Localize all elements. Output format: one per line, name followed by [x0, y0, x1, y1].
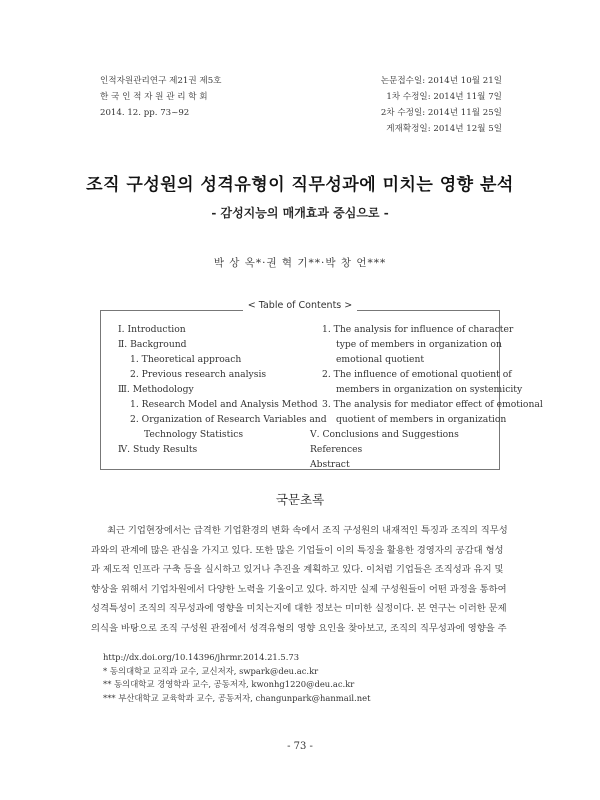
toc-entry: Abstract	[310, 459, 350, 470]
toc-entry: 1. Research Model and Analysis Method	[130, 399, 318, 410]
toc-entry: 1. The analysis for influence of character	[322, 324, 514, 335]
footnote-author3: *** 부산대학교 교육학과 교수, 공동저자, changunpark@hanmail.net	[103, 692, 371, 703]
abstract-line: 과 제도적 인프라 구축 등을 실시하고 있거나 추진을 계획하고 있다. 이처럼 기업들은 조직성과 유지 및	[91, 564, 504, 575]
toc-entry: members in organization on systemicity	[336, 384, 523, 395]
toc-entry: 2. The influence of emotional quotient of	[322, 369, 512, 380]
toc-entry: Ⅴ. Conclusions and Suggestions	[310, 429, 459, 440]
toc-title: < Table of Contents >	[150, 300, 450, 311]
footnote-author2: ** 동의대학교 경영학과 교수, 공동저자, kwonhg1220@deu.ac.kr	[103, 679, 355, 689]
journal-name: 인적자원관리연구 제21권 제5호	[100, 76, 222, 86]
toc-entry: 2. Previous research analysis	[130, 369, 267, 380]
journal-pages: 2014. 12. pp. 73~92	[100, 108, 190, 118]
doi-link[interactable]: http://dx.doi.org/10.14396/jhrmr.2014.21.5.73	[103, 652, 300, 662]
toc-entry: Ⅱ. Background	[118, 339, 187, 350]
toc-left-column	[118, 322, 327, 457]
toc-entry: Ⅰ. Introduction	[118, 324, 186, 335]
toc-entry: Ⅲ. Methodology	[118, 384, 194, 395]
toc-entry: 1. Theoretical approach	[130, 354, 242, 365]
society-name: 한 국 인 적 자 원 관 리 학 회	[100, 92, 208, 102]
toc-entry: References	[310, 444, 363, 455]
abstract-line: 향상을 위해서 기업차원에서 다양한 노력을 기울이고 있다. 하지만 실제 구성원들이 어떤 과정을 통하여	[91, 583, 507, 595]
abstract-line: 최근 기업현장에서는 급격한 기업환경의 변화 속에서 조직 구성원의 내재적인 특징과 조직의 직무성	[107, 525, 508, 536]
toc-entry: emotional quotient	[336, 354, 425, 365]
abstract-body	[91, 521, 511, 638]
review-dates	[381, 73, 502, 137]
abstract-line: 의식을 바탕으로 조직 구성원 관점에서 성격유형의 영향 요인을 찾아보고, 조직의 직무성과에 영향을 주	[91, 622, 507, 634]
received-date: 논문접수일: 2014년 10월 21일	[380, 76, 502, 86]
accepted-date: 게재확정일: 2014년 12월 5일	[386, 124, 502, 134]
toc-entry: 2. Organization of Research Variables and	[130, 414, 327, 425]
toc-entry: type of members in organization on	[336, 339, 502, 350]
footnotes	[103, 651, 370, 705]
journal-info	[100, 73, 222, 121]
toc-right-column	[310, 322, 543, 472]
abstract-line: 성격특성이 조직의 직무성과에 영향을 미치는지에 대한 정보는 미미한 실정이다. 본 연구는 이러한 문제	[91, 603, 507, 614]
abstract-line: 과와의 관계에 많은 관심을 가지고 있다. 또한 많은 기업들이 이의 특징을 활용한 경영자의 공감대 형성	[91, 544, 504, 556]
page-number: - 73 -	[287, 741, 313, 752]
paper-subtitle: - 감성지능의 매개효과 중심으로 -	[211, 206, 389, 220]
footnote-author1: * 동의대학교 교직과 교수, 교신저자, swpark@deu.ac.kr	[103, 665, 319, 676]
revision1-date: 1차 수정일: 2014년 11월 7일	[386, 92, 502, 102]
revision2-date: 2차 수정일: 2014년 11월 25일	[380, 108, 502, 118]
toc-entry: 3. The analysis for mediator effect of emotional	[322, 399, 543, 410]
abstract-heading: 국문초록	[275, 492, 325, 507]
toc-entry: Ⅳ. Study Results	[118, 444, 198, 455]
author-list: 박 상 옥*·권 혁 기**·박 창 언***	[213, 257, 387, 269]
toc-entry: quotient of members in organization	[336, 414, 507, 425]
toc-entry: Technology Statistics	[144, 429, 244, 440]
paper-title: 조직 구성원의 성격유형이 직무성과에 미치는 영향 분석	[86, 175, 514, 195]
